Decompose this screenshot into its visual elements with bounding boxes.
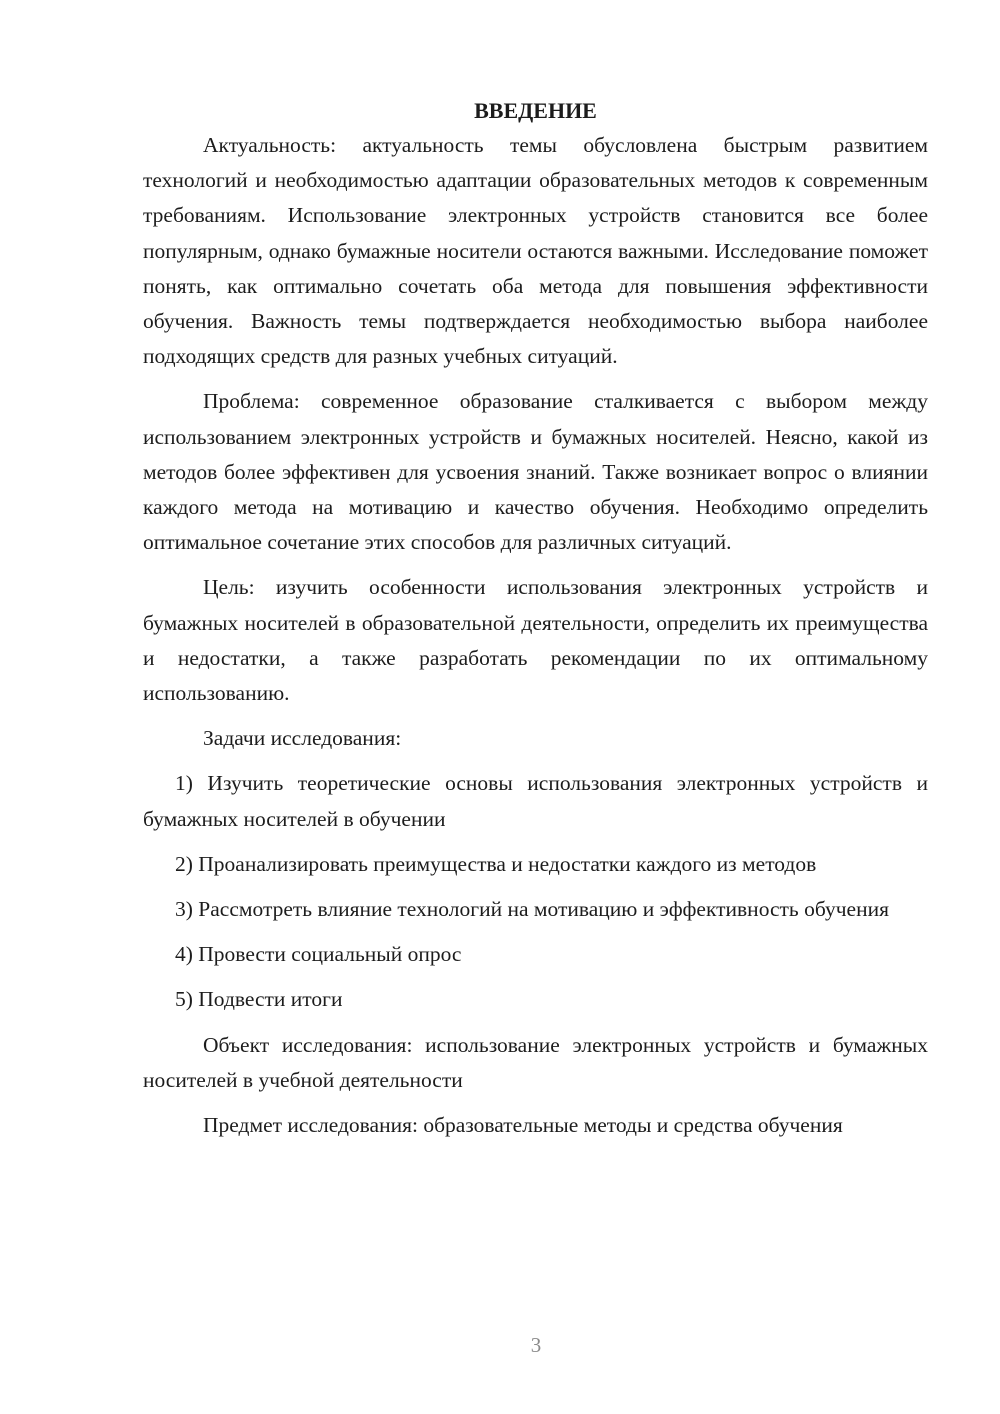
task-item-3: 3) Рассмотреть влияние технологий на мотивацию и эффективность обучения	[175, 897, 889, 922]
task-item-2: 2) Проанализировать преимущества и недостатки каждого из методов	[175, 851, 817, 876]
object-paragraph: Объект исследования: использование электронных устройств и бумажных носителей в учебной деятельности	[143, 1032, 928, 1092]
task-item-5: 5) Подвести итоги	[175, 987, 343, 1012]
section-title: ВВЕДЕНИЕ	[474, 98, 597, 123]
problem-paragraph: Проблема: современное образование сталкивается с выбором между использованием электронных устройств и бумажных носителей. Неясно, какой из методов более эффективен для усвоения знаний. Также возникает вопрос о влиянии каждого метода на мотивацию и качество обучения. Необходимо определить оптимальное сочетание этих способов для различных ситуаций.	[143, 389, 928, 555]
task-item-4: 4) Провести социальный опрос	[175, 942, 462, 967]
task-item-1: 1) Изучить теоретические основы использования электронных устройств и бумажных носителей в обучении	[143, 771, 928, 831]
page-content	[143, 93, 928, 1143]
page-number: 3	[530, 1333, 542, 1357]
subject-paragraph: Предмет исследования: образовательные методы и средства обучения	[203, 1113, 843, 1138]
tasks-heading: Задачи исследования:	[203, 726, 402, 751]
relevance-paragraph: Актуальность: актуальность темы обусловлена быстрым развитием технологий и необходимостью адаптации образовательных методов к современным требованиям. Использование электронных устройств становится все более популярным, однако бумажные носители остаются важными. Исследование поможет понять, как оптимально сочетать оба метода для повышения эффективности обучения. Важность темы подтверждается необходимостью выбора наиболее подходящих средств для разных учебных ситуаций.	[143, 133, 928, 369]
goal-paragraph: Цель: изучить особенности использования электронных устройств и бумажных носителей в образовательной деятельности, определить их преимущества и недостатки, а также разработать рекомендации по их оптимальному использованию.	[143, 575, 928, 706]
